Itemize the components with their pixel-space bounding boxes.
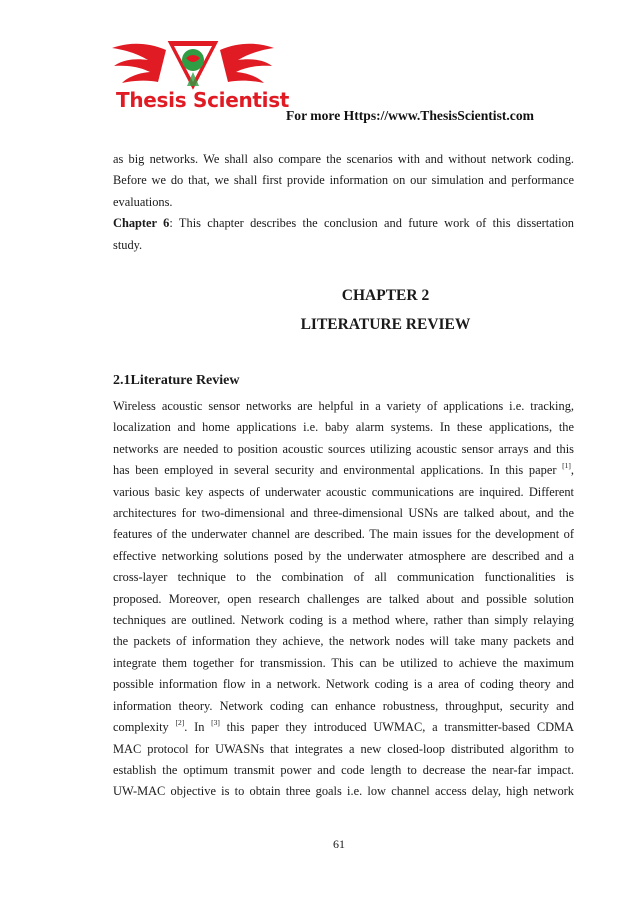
text-line: study.	[113, 237, 143, 252]
chapter6-label: Chapter 6	[113, 216, 170, 231]
header-website-link[interactable]: For more Https://www.ThesisScientist.com	[286, 108, 534, 123]
text-fragment: this paper they introduced UWMAC, a transmitter-based CDMA	[219, 720, 574, 735]
text-line: various basic key aspects of underwater acoustic communications are inquired. Different	[113, 484, 574, 499]
chapter-number: CHAPTER 2	[341, 287, 430, 304]
citation-ref: [3]	[211, 718, 220, 728]
text-line: proposed. Moreover, open research challenges are talked about and possible solution	[113, 591, 574, 606]
text-line: features of the underwater channel are described. The main issues for the development of	[113, 527, 574, 542]
text-fragment: has been employed in several security and environmental applications. In this paper	[113, 463, 563, 478]
text-line	[113, 717, 574, 738]
page-number: 61	[333, 837, 345, 851]
text-line: MAC protocol for UWASNs that integrates a new closed-loop distributed algorithm to	[113, 741, 574, 756]
text-line: establish the optimum transmit power and code length to decrease the near-far impact.	[113, 762, 574, 777]
text-fragment: . In	[184, 720, 212, 735]
text-line: networks are needed to position acoustic sources utilizing acoustic sensor arrays and this	[113, 441, 574, 456]
literature-review-paragraph	[113, 396, 574, 803]
text-line: localization and home applications i.e. baby alarm systems. In these applications, the	[113, 420, 574, 435]
text-line: UW-MAC objective is to obtain three goals i.e. low channel access delay, high network	[113, 784, 574, 799]
citation-ref: [2]	[175, 718, 185, 728]
text-line: architectures for two-dimensional and three-dimensional USNs are talked about, and the	[113, 506, 574, 521]
text-line: possible information flow in a network. Network coding is a area of coding theory and	[113, 677, 574, 692]
chapter6-text: : This chapter describes the conclusion and future work of this dissertation	[169, 216, 575, 231]
text-fragment: complexity	[113, 720, 176, 735]
text-line: as big networks. We shall also compare the scenarios with and without network coding.	[113, 152, 574, 166]
section-heading: 2.1Literature Review	[113, 373, 240, 388]
text-line: techniques are outlined. Network coding is a method where, rather than simply relaying	[113, 613, 574, 628]
chapter-title: LITERATURE REVIEW	[300, 316, 471, 333]
text-line	[113, 460, 574, 481]
text-line: evaluations.	[113, 194, 173, 209]
text-line: effective networking solutions posed by the underwater atmosphere are described and a	[113, 548, 574, 563]
chapter6-line	[113, 213, 574, 234]
citation-ref: [1]	[562, 461, 571, 471]
text-line: Before we do that, we shall first provide information on our simulation and performance	[113, 173, 574, 188]
text-line: the packets of information they achieve, the network nodes will take many packets and	[113, 634, 574, 649]
text-line: Wireless acoustic sensor networks are helpful in a variety of applications i.e. tracking,	[113, 399, 574, 413]
intro-paragraph	[113, 149, 574, 256]
text-line: cross-layer technique to the combination of all communication functionalities is	[113, 570, 574, 585]
brand-wordmark: Thesis Scientist	[116, 88, 290, 112]
text-line: information theory. Network coding can enhance robustness, throughput, security and	[113, 698, 574, 713]
text-fragment: ,	[570, 463, 574, 478]
text-line: integrate them together for transmission. This can be utilized to achieve the maximum	[113, 655, 574, 670]
